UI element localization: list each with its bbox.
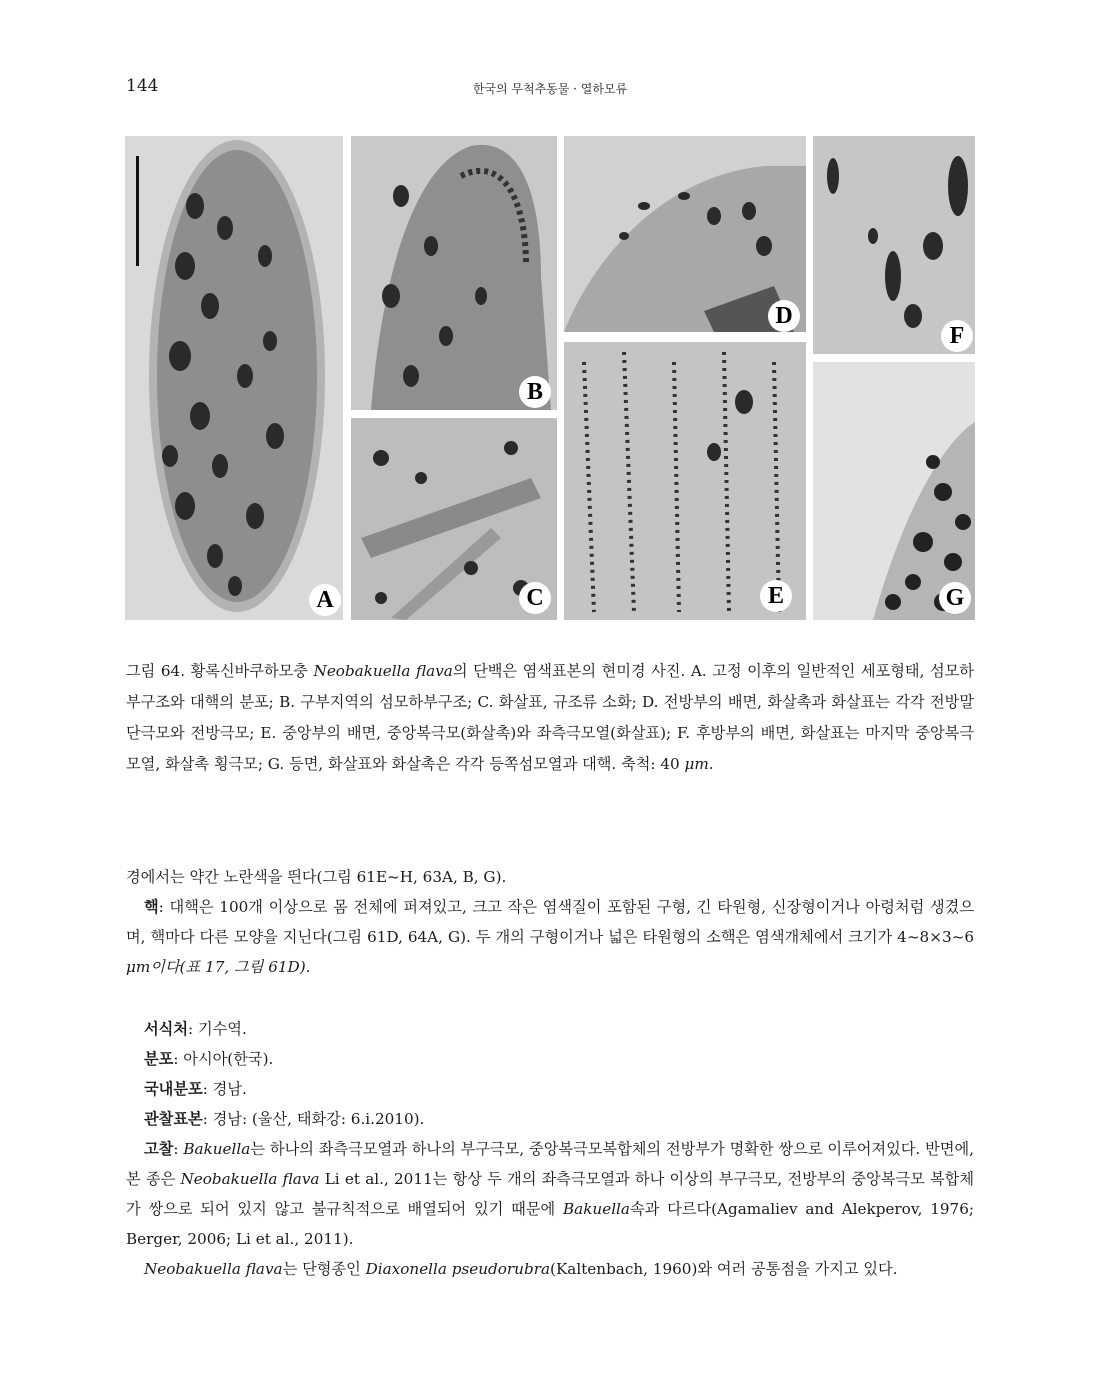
remarks-text: Li et al., 2011는 항상 두 개의 좌측극모열과 하나 이상의 부구극모, 전방부의 중앙복극모 복합체가 쌍으로 되어 있지 않고 불규칙적으로 배열되어 있기 때문에 [126,1170,974,1218]
species-name: Neobakuella flava [180,1170,320,1188]
panel-label-g: G [939,582,971,614]
species-name: Diaxonella pseudorubra [365,1260,551,1278]
running-header: 한국의 무척추동물 · 열하모류 [472,82,628,96]
remarks-text: 속과 다르다(Agamaliev and Alekperov, 1976; Berger, 2006; Li et al., 2011). [126,1200,974,1248]
habitat-heading: 서식처 [144,1020,189,1038]
remarks-text: 는 하나의 좌측극모열과 하나의 부구극모, 중앙복극모복합체의 전방부가 명확한 쌍으로 이루어져있다. 반면에, 본 종은 [126,1140,974,1188]
domestic-text: : 경남. [202,1080,247,1098]
nucleus-heading: 핵 [144,898,159,916]
panel-label-d: D [768,300,800,332]
distribution-heading: 분포 [144,1050,174,1068]
panel-label-b: B [519,376,551,408]
micrograph-panel-c [351,418,557,620]
habitat-text: : 기수역. [188,1020,247,1038]
specimen-text: : 경남: (울산, 태화강: 6.i.2010). [202,1110,425,1128]
nucleus-paragraph [126,892,974,982]
species-name: Neobakuella flava [144,1260,283,1278]
genus-name: Bakuella [563,1200,630,1218]
caption-text: 그림 64. 황록신바쿠하모충 [126,662,314,680]
panel-label-c: C [519,582,551,614]
body-text [126,862,974,1284]
comparison-paragraph [126,1254,974,1284]
figure-caption [126,656,974,780]
micrograph-panel-d [564,136,806,332]
micrograph-panel-a [125,136,343,620]
remarks-heading: 고찰 [144,1140,174,1158]
specimen-heading: 관찰표본 [144,1110,203,1128]
panel-label-e: E [760,580,792,612]
caption-species: Neobakuella flava [313,662,453,680]
genus-name: Bakuella [183,1140,251,1158]
body-paragraph: 경에서는 약간 노란색을 띈다(그림 61E~H, 63A, B, G). [126,868,507,886]
panel-label-f: F [941,320,973,352]
distribution-text: : 아시아(한국). [173,1050,274,1068]
micrograph-panel-f [813,136,975,354]
panel-label-a: A [309,584,341,616]
page-number: 144 [126,76,159,96]
domestic-distribution-line [126,1074,974,1104]
domestic-heading: 국내분포 [144,1080,203,1098]
micrograph-panel-b [351,136,557,410]
remarks-text: : [173,1140,184,1158]
nucleus-unit: μm이다(표 17, 그림 61D). [126,958,311,976]
specimen-line [126,1104,974,1134]
comparison-text: 는 단형종인 [282,1260,366,1278]
caption-text: 의 단백은 염색표본의 현미경 사진. A. 고정 이후의 일반적인 세포형태, 섬모하부구조와 대핵의 분포; B. 구부지역의 섬모하부구조; C. 화살표, 규조류 소화; D. 전방부의 배면, 화살촉과 화살표는 각각 전방말단극모와 전방극모; E. 중앙부의 배면, 중앙복극모(화살촉)와 좌측극모열(화살표); F. 후방부의 배면, 화살표는 마지막 중앙복극모열, 화살촉 횡극모; G. 등면, 화살표와 화살촉은 각각 등쪽섬모열과 대핵. 축척: 40 [126,662,974,773]
distribution-line [126,1044,974,1074]
caption-unit: μm. [684,755,714,773]
micrograph-panel-g [813,362,975,620]
nucleus-text: : 대핵은 100개 이상으로 몸 전체에 퍼져있고, 크고 작은 염색질이 포함된 구형, 긴 타원형, 신장형이거나 아령처럼 생겼으며, 핵마다 다른 모양을 지닌다(그림 61D, 64A, G). 두 개의 구형이거나 넓은 타원형의 소핵은 염색개체에서 크기가 4~8×3~6 [126,898,974,946]
remarks-paragraph [126,1134,974,1254]
micrograph-panel-e [564,342,806,620]
habitat-line [126,1014,974,1044]
comparison-text: (Kaltenbach, 1960)와 여러 공통점을 가지고 있다. [550,1260,898,1278]
